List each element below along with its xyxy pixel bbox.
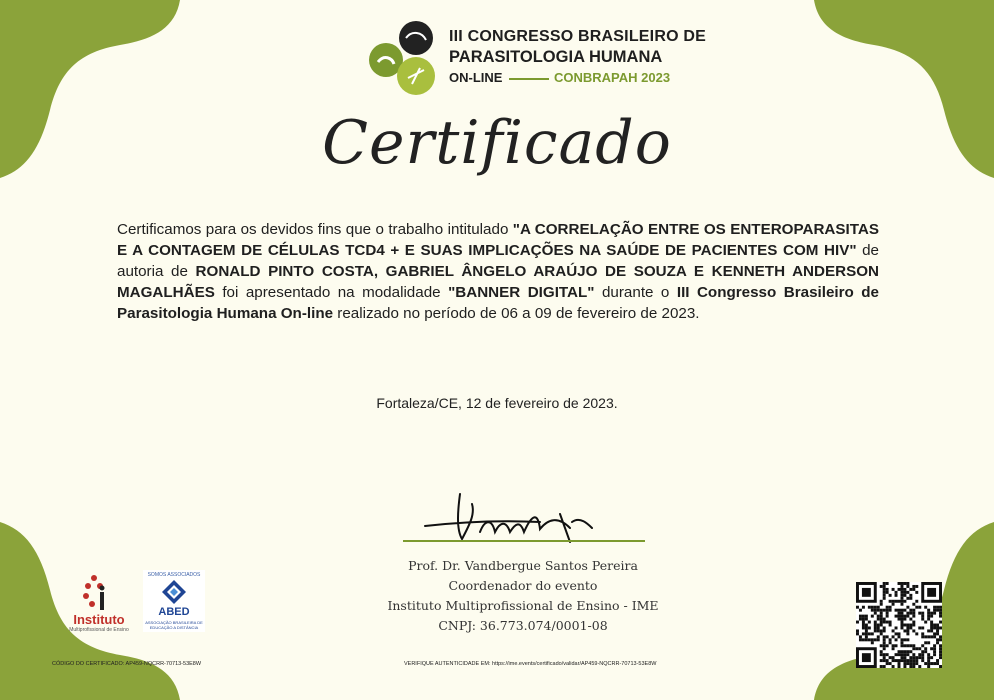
signatory-name: Prof. Dr. Vandbergue Santos Pereira [408,558,638,573]
body-modality-prefix: foi apresentado na modalidade [214,284,449,301]
certificate-code: CÓDIGO DO CERTIFICADO: AP459-NQCRR-70713-53E8W [52,661,202,667]
abed-subtitle: ASSOCIAÇÃO BRASILEIRA DE EDUCAÇÃO A DISTÂNCIA [145,620,203,630]
signatory-institution: Instituto Multiprofissional de Ensino - IME [387,598,659,613]
work-title: "A CORRELAÇÃO ENTRE OS ENTEROPARASITAS E A CONTAGEM DE CÉLULAS TCD4 + E SUAS IMPLICAÇÕES NA SAÚDE DE PACIENTES COM HIV" [117,221,879,259]
handwritten-signature [420,484,600,554]
instituto-tagline: Multiprofissional de Ensino [69,627,129,633]
event-title-line3: ON-LINE [449,70,503,85]
abed-name: ABED [158,606,190,618]
event-title-line1: III CONGRESSO BRASILEIRO DE [449,28,706,45]
signatory-role: Coordenador do evento [448,578,598,593]
verify-authenticity-link[interactable]: VERIFIQUE AUTENTICIDADE EM: https://ime.events/certificado/validar/AP459-NQCRR-70713-53E8W [404,661,657,667]
event-header [368,20,706,96]
certificate-title: Certificado [322,108,672,178]
instituto-name: Instituto [73,612,125,627]
place-date: Fortaleza/CE, 12 de fevereiro de 2023. [376,395,618,411]
modality: "BANNER DIGITAL" [448,284,595,301]
event-title-rule [509,78,549,80]
authors: RONALD PINTO COSTA, GABRIEL ÂNGELO ARAÚJO DE SOUZA E KENNETH ANDERSON MAGALHÃES [117,263,879,301]
event-title-line2: PARASITOLOGIA HUMANA [449,48,663,66]
abed-emblem-icon [161,579,187,605]
signature-line [403,540,645,542]
abed-logo [143,570,205,632]
signatory-cnpj: CNPJ: 36.773.074/0001-08 [438,618,608,633]
body-intro: Certificamos para os devidos fins que o trabalho intitulado [117,221,513,238]
abed-associates-label: SOMOS ASSOCIADOS [147,572,201,578]
congress-name: III Congresso Brasileiro de Parasitologia Humana On-line [117,284,879,322]
body-period: realizado no período de 06 a 09 de fevereiro de 2023. [333,305,700,322]
event-acronym: CONBRAPAH 2023 [554,70,671,85]
signatory-block [380,556,666,636]
event-logo-icon [368,20,442,96]
qr-code-icon[interactable] [856,582,942,668]
body-during: durante o [594,284,677,301]
body-authors-prefix: de autoria de [117,242,879,280]
certificate-body [117,219,879,324]
